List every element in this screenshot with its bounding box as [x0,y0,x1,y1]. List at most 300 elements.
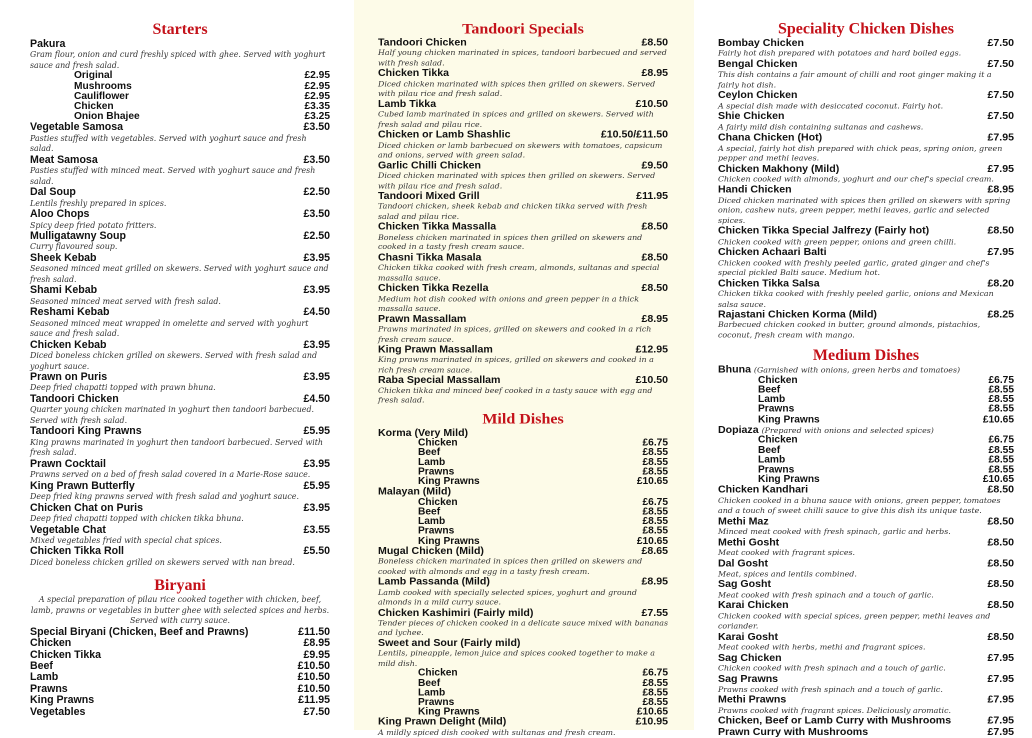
menu-item [718,59,1014,70]
menu-item-price: £3.55 [303,523,330,536]
menu-item [378,191,668,202]
menu-item-price: £2.50 [303,230,330,243]
menu-item-name [718,133,822,144]
menu-item-label: Mugal Chicken (Mild) [378,545,484,557]
menu-item [378,161,668,172]
menu-sub-item-price: £8.55 [642,697,668,708]
menu-item [718,112,1014,123]
menu-item-description: Chicken cooked with freshly peeled garlic, grated ginger and chef's special pickled Balti sauce. Medium hot. [718,258,990,278]
menu-item [378,638,668,649]
menu-item-label: Dopiaza [718,424,759,436]
menu-item-label: Chicken Kebab [30,338,107,351]
menu-item-description: Tender pieces of chicken cooked in a delicate sauce mixed with bananas and lychee. [378,618,668,638]
menu-sub-item-price: £10.65 [982,474,1014,485]
menu-item-description: Chicken cooked with almonds, yoghurt and our chef's special cream. [718,174,994,184]
menu-item-price [324,39,330,50]
menu-item [718,226,1014,237]
menu-item-name [30,459,106,470]
menu-item [30,426,330,437]
menu-sub-item-price: £10.65 [636,476,668,488]
menu-item-label: Tandoori Chicken [378,37,467,49]
menu-sub-item-price: £6.75 [642,437,668,449]
menu-item-name [378,608,533,619]
menu-item-label: Sag Chicken [718,652,782,664]
menu-item-price: £8.50 [987,225,1014,237]
menu-item-name [718,537,779,548]
menu-item-name [30,481,135,492]
menu-item-price: £8.20 [987,277,1014,290]
menu-item-description: Diced chicken or lamb barbecued on skewers with tomatoes, capsicum and onions, served with green salad. [378,140,663,160]
menu-sub-item-name: Lamb [418,516,446,527]
menu-sub-item-name: Prawns [418,526,455,537]
menu-item-label: Chicken, Beef or Lamb Curry with Mushrooms [718,715,952,727]
menu-item-label: Special Biryani (Chicken, Beef and Prawns) [30,625,249,638]
menu-sub-item-price: £2.95 [304,80,330,92]
menu-sub-item-price: £8.55 [988,464,1014,476]
menu-item [30,627,330,638]
menu-item-label: Chicken Makhony (Mild) [718,162,840,175]
menu-item-name [378,314,466,325]
menu-item-price: £7.95 [987,162,1014,175]
menu-item-label: Garlic Chilli Chicken [378,159,482,172]
menu-item-description: Prawns cooked with fresh spinach and a touch of garlic. [718,685,943,694]
menu-sub-item-name: Original [74,70,113,82]
menu-item-price: £10.50 [297,660,330,673]
menu-item-name [718,559,768,570]
menu-item-price: £9.50 [641,159,668,172]
menu-item-price: £7.50 [987,37,1014,49]
menu-item-description: Gram flour, onion and curd freshly spiced with ghee. Served with yoghurt sauce and fresh salad. [30,50,326,70]
menu-item-label: Beef [30,660,53,673]
menu-item-name [718,38,804,49]
menu-item [718,516,1014,527]
menu-item [30,481,330,492]
menu-sub-item-name: Chicken [74,101,114,113]
menu-sub-item-price: £8.55 [642,466,668,478]
menu-item [378,376,668,387]
menu-item [718,537,1014,548]
menu-item-description: Mixed vegetables fried with special chat spices. [30,535,222,545]
menu-item-description: Prawns cooked with fragrant spices. Deliciously aromatic. [718,706,952,715]
menu-sub-item-name: Prawns [418,466,455,478]
menu-item-price: £5.95 [303,479,330,492]
menu-sub-item-name: Chicken [758,375,798,386]
menu-sub-item-price: £8.55 [642,506,668,518]
menu-sub-item-name: Prawns [758,464,795,476]
menu-item-description: Cubed lamb marinated in spices and grilled on skewers. Served with fresh salad and pilau rice. [378,110,654,129]
menu-item-label: Tandoori King Prawns [30,425,142,438]
menu-item-name [378,69,449,80]
menu-item-price: £11.95 [298,694,330,707]
menu-sub-item-name: King Prawns [418,535,480,547]
menu-item-description: Seasoned minced meat served with fresh salad. [30,296,221,306]
menu-item [30,372,330,383]
menu-item-label: Methi Gosht [718,536,780,549]
menu-sub-item-name: Cauliflower [74,90,129,102]
menu-item-label: Tandoori Mixed Grill [378,190,480,202]
menu-item-label: Lamb [30,671,59,684]
menu-item [718,580,1014,591]
menu-item-name [718,485,808,496]
menu-item [30,155,330,166]
menu-sub-item-price: £6.75 [642,668,668,679]
menu-sub-item-price: £2.95 [304,70,330,82]
menu-item-label: Shami Kebab [30,284,98,297]
menu-item-name [718,310,877,321]
menu-item-name [378,38,467,49]
menu-item-label: Chicken Kandhari [718,484,809,496]
menu-item-price: £3.50 [303,153,330,166]
menu-sub-item-name: Prawns [758,404,795,416]
menu-sub-item-price: £3.25 [304,111,330,123]
menu-item-description: Barbecued chicken cooked in butter, ground almonds, pistachios, coconut, fresh cream with mango. [718,320,981,340]
menu-item [718,653,1014,664]
menu-item-name [378,222,496,233]
menu-item-price: £4.50 [303,392,330,405]
menu-sub-item-name: Onion Bhajee [74,111,140,123]
menu-item-name [378,99,436,110]
menu-sub-item-name: King Prawns [758,414,820,425]
menu-item [718,164,1014,175]
menu-item-price: £8.50 [641,37,668,49]
menu-item-label: Chana Chicken (Hot) [718,131,823,144]
menu-item-label: Prawn Curry with Mushrooms [718,726,869,738]
menu-item-price: £8.50 [987,484,1014,496]
menu-item-name [378,284,489,295]
menu-item-label: Bengal Chicken [718,58,798,70]
menu-item-price: £8.50 [641,251,668,264]
menu-item-label: Chicken [30,637,72,650]
menu-item-label: Sag Gosht [718,578,771,591]
menu-item-label: Bhuna [718,364,751,376]
menu-item-description: Chicken cooked with special spices, green pepper, methi leaves and coriander. [718,611,991,631]
menu-item-price: £2.50 [303,186,330,199]
menu-item-price: £3.95 [303,371,330,384]
menu-item-label: Sweet and Sour (Fairly mild) [378,637,521,649]
menu-item-name [30,426,142,437]
menu-item-description: A mildly spiced dish cooked with sultanas and fresh cream. [378,728,616,737]
menu-item-label: King Prawns [30,694,95,707]
menu-item-name [378,345,493,356]
menu-item-description: Chicken cooked in a bhuna sauce with onions, green pepper, tomatoes and a touch of sweet chilli sauce to give this dish its unique taste. [718,496,1001,515]
menu-item-label: Karai Chicken [718,599,789,612]
menu-item-description: A special, fairly hot dish prepared with chick peas, spring onion, green pepper and methi leaves. [718,143,1003,163]
menu-item [718,133,1014,144]
menu-item-label: Chicken Tikka [30,648,102,661]
menu-item-label: Chicken Kashimiri (Fairly mild) [378,606,534,619]
menu-item-price: £8.50 [987,630,1014,643]
menu-item-price: £11.50 [298,625,330,638]
menu-item-description: A fairly mild dish containing sultanas and cashews. [718,122,924,132]
menu-item-price: £8.50 [987,515,1014,527]
menu-item-description: Prawns served on a bed of fresh salad covered in a Marie-Rose sauce. [30,470,311,480]
menu-item-description: Spicy deep fried potato fritters. [30,220,157,230]
menu-item-name [378,130,510,141]
menu-item [718,247,1014,258]
menu-item-inline-note: (Prepared with onions and selected spices) [761,426,934,435]
menu-item-description: King prawns marinated in yoghurt then tandoori barbecued. Served with fresh salad. [30,437,324,458]
menu-item-price: £8.50 [641,221,668,233]
menu-sub-item-name: King Prawns [758,474,820,485]
menu-item-price: £8.95 [987,184,1014,196]
menu-item-price: £10.50 [635,374,668,387]
menu-item-description: Meat cooked with fresh spinach and a touch of garlic. [718,590,934,600]
menu-item-label: Chicken Chat on Puris [30,501,144,514]
menu-item-price: £11.95 [636,190,668,202]
menu-sub-item-price: £8.55 [642,447,668,459]
menu-item-price: £3.95 [303,501,330,514]
menu-sub-item-name: King Prawns [418,476,480,488]
menu-item-name [718,226,929,237]
menu-sub-item-price: £8.55 [642,516,668,527]
biryani-section-title: Biryani [154,577,206,595]
menu-item-name [718,91,797,102]
menu-sub-item-price: £8.55 [642,457,668,468]
menu-sub-item-price: £10.65 [636,706,668,718]
menu-item-name [30,209,89,220]
menu-sub-item-name: Mushrooms [74,80,132,92]
menu-item [378,253,668,264]
menu-item-price: £8.50 [987,557,1014,570]
menu-item-price: £10.95 [635,716,668,728]
menu-item-name [718,425,934,436]
menu-item-label: Handi Chicken [718,184,792,196]
menu-sub-item-name: Lamb [418,687,446,698]
menu-item [30,39,330,50]
menu-item-name [30,340,107,351]
menu-sub-item-name: Beef [418,447,441,459]
menu-item-description: Lamb cooked with specially selected spices, yoghurt and ground almonds in a mild curry sauce. [378,587,637,607]
menu-item [30,253,330,264]
menu-item-label: Dal Soup [30,186,76,199]
menu-item [378,718,668,729]
menu-sub-item-name: Beef [418,677,441,689]
menu-sub-item-price: £2.95 [304,90,330,102]
starters-section-title: Starters [152,21,208,38]
menu-item-price: £8.65 [641,545,668,557]
menu-sub-item-name: Chicken [418,437,458,449]
menu-item-description: Diced chicken marinated with spices then grilled on skewers. Served with pilau rice and fresh salad. [378,171,656,191]
menu-item-name [30,394,119,405]
menu-item-price: £7.50 [987,89,1014,102]
menu-item-description: Boneless chicken marinated in spices then grilled on skewers and cooked with almonds and egg in a tasty fresh cream. [378,557,643,576]
menu-item-description: Chicken cooked with fresh spinach and a touch of garlic. [718,663,946,673]
menu-sub-item-price: £10.65 [982,414,1014,425]
menu-item-price: £10.50/£11.50 [600,129,668,141]
menu-item [378,345,668,356]
menu-item-label: Rajastani Chicken Korma (Mild) [718,308,877,321]
menu-item-name [378,161,481,172]
menu-item [718,279,1014,290]
right-column [718,0,1014,738]
menu-sub-item-price: £10.65 [636,535,668,547]
menu-item [30,546,330,557]
menu-item [30,122,330,133]
menu-item [378,314,668,325]
menu-item-price: £10.50 [297,671,330,684]
menu-item-name [378,546,484,557]
menu-item-price: £3.50 [303,121,330,134]
menu-item-price: £8.25 [987,308,1014,321]
menu-item-price: £5.50 [303,545,330,558]
menu-item-label: King Prawn Delight (Mild) [378,716,507,728]
menu-item-description: Meat, spices and lentils combined. [718,569,857,579]
menu-item-price: £7.50 [987,58,1014,70]
menu-item-description: Pasties stuffed with minced meat. Served with yoghurt sauce and fresh salad. [30,166,316,186]
menu-item [30,307,330,318]
menu-item-label: Methi Maz [718,515,769,527]
menu-item [30,285,330,296]
menu-sub-item-price: £6.75 [642,497,668,508]
menu-sub-item-price: £8.55 [642,687,668,698]
menu-item [30,209,330,220]
menu-item-price: £10.50 [635,98,668,110]
menu-item [30,661,330,672]
menu-item [30,394,330,405]
menu-item-name [378,376,500,387]
menu-item-label: Chicken Tikka Salsa [718,277,820,290]
menu-item-label: Prawn Cocktail [30,457,106,470]
menu-item [30,650,330,661]
menu-item-label: Reshami Kebab [30,306,110,319]
menu-item [30,525,330,536]
menu-item [718,310,1014,321]
menu-item-price: £8.50 [987,578,1014,591]
menu-item-label: Chicken Tikka Rezella [378,282,489,294]
menu-item [718,695,1014,706]
menu-item-label: Aloo Chops [30,208,90,221]
menu-item-name [30,503,143,514]
menu-item-label: King Prawn Massallam [378,344,493,356]
menu-item-price: £8.50 [641,282,668,294]
menu-item-name [30,285,97,296]
menu-sub-item-name: Beef [758,384,781,396]
menu-sub-item-name: Beef [758,444,781,456]
menu-sub-item-name: Chicken [758,435,798,446]
menu-item-description: Half young chicken marinated in spices, tandoori barbecued and served with fresh salad. [378,48,667,68]
menu-sub-item-price: £8.55 [988,394,1014,406]
menu-item-name [718,695,786,706]
menu-item-label: Prawn Massallam [378,313,467,325]
menu-item-name [718,247,827,258]
menu-item [378,99,668,110]
menu-item [718,485,1014,496]
menu-sub-item-name: Lamb [758,454,786,466]
menu-item [30,503,330,514]
menu-item-label: Bombay Chicken [718,37,804,49]
menu-item [30,187,330,198]
menu-item-price: £4.50 [303,306,330,319]
menu-sub-item-price: £8.55 [988,384,1014,396]
menu-item-name [30,231,126,242]
menu-item-name [718,653,782,664]
menu-item-price: £12.95 [635,344,668,356]
menu-item-name [718,580,771,591]
menu-sub-item-price: £6.75 [988,435,1014,446]
menu-item-label: Ceylon Chicken [718,89,798,102]
menu-item-label: Chicken Tikka [378,67,450,80]
medium-section-title: Medium Dishes [812,347,920,365]
menu-item-name [378,191,480,202]
menu-item-name [30,253,97,264]
menu-item-name [718,185,792,196]
menu-item-description: Chicken tikka cooked with freshly peeled garlic, onions and Mexican salsa sauce. [718,289,994,309]
menu-sub-item [718,415,1014,425]
menu-item-name [718,365,960,376]
menu-item [378,130,668,141]
menu-item-label: Korma (Very Mild) [378,427,469,439]
menu-item-name [718,601,789,612]
menu-item-price: £8.50 [987,599,1014,612]
menu-item-name [30,39,65,50]
menu-item [718,674,1014,685]
menu-item-price: £7.95 [987,246,1014,258]
menu-sub-item-price: £6.75 [988,375,1014,386]
menu-item-description: Meat cooked with herbs, methi and fragrant spices. [718,642,926,652]
menu-sub-item-price: £8.55 [642,677,668,689]
menu-item [378,38,668,49]
menu-item [718,632,1014,643]
menu-item [378,608,668,619]
menu-item [30,707,330,718]
menu-item [378,546,668,557]
menu-item-description: Fairly hot dish prepared with potatoes and hard boiled eggs. [718,49,962,58]
menu-item-label: Sheek Kebab [30,251,97,264]
menu-item-label: Malayan (Mild) [378,486,451,498]
menu-item-price: £3.95 [303,251,330,264]
menu-sub-item [718,436,1014,446]
menu-item-price: £8.50 [987,536,1014,549]
menu-item-description: A special dish made with desiccated coconut. Fairly hot. [718,101,944,111]
menu-item-name [718,59,797,70]
menu-item-label: Mulligatawny Soup [30,230,126,243]
menu-item-description: Diced chicken marinated with spices then grilled on skewers. Served with pilau rice and fresh salad. [378,79,656,98]
menu-item-description: Curry flavoured soup. [30,242,118,252]
menu-item-description: Diced chicken marinated with spices then grilled on skewers with spring onion, cashew nuts, green pepper, methi leaves, garlic and selected spices. [718,195,1011,225]
menu-item-name [30,307,109,318]
menu-item [30,340,330,351]
mild-section-title: Mild Dishes [482,411,564,428]
menu-item-label: Chasni Tikka Masala [378,251,482,264]
menu-item [718,727,1014,738]
menu-item-name [30,707,85,718]
menu-item-description: Meat cooked with fragrant spices. [718,548,856,558]
menu-item-name [30,187,76,198]
menu-item [718,559,1014,570]
menu-item-description: Lentils freshly prepared in spices. [30,198,167,208]
menu-item-label: Meat Samosa [30,153,98,166]
menu-item-price: £7.95 [987,726,1014,738]
menu-sub-item-price: £8.55 [642,526,668,537]
menu-item-price [662,638,668,649]
left-column [30,0,330,730]
menu-item-price: £7.95 [987,715,1014,727]
menu-item-price: £7.95 [987,652,1014,664]
menu-item [718,91,1014,102]
menu-sub-item-name: King Prawns [418,706,480,718]
menu-item-price: £5.95 [303,425,330,438]
menu-sub-item-name: Lamb [758,394,786,406]
menu-item [30,672,330,683]
menu-item [378,222,668,233]
menu-item-description: Tandoori chicken, sheek kebab and chicken tikka served with fresh salad and pilau rice. [378,202,648,221]
menu-item-price: £7.50 [987,110,1014,123]
menu-item-label: Vegetables [30,705,86,718]
menu-item-description: Quarter young chicken marinated in yoghurt then tandoori barbecued. Served with fresh salad. [30,405,315,425]
menu-item-label: Lamb Tikka [378,98,437,110]
menu-item-description: Deep fried chapatti topped with chicken tikka bhuna. [30,514,244,524]
menu-item-name [378,718,506,729]
